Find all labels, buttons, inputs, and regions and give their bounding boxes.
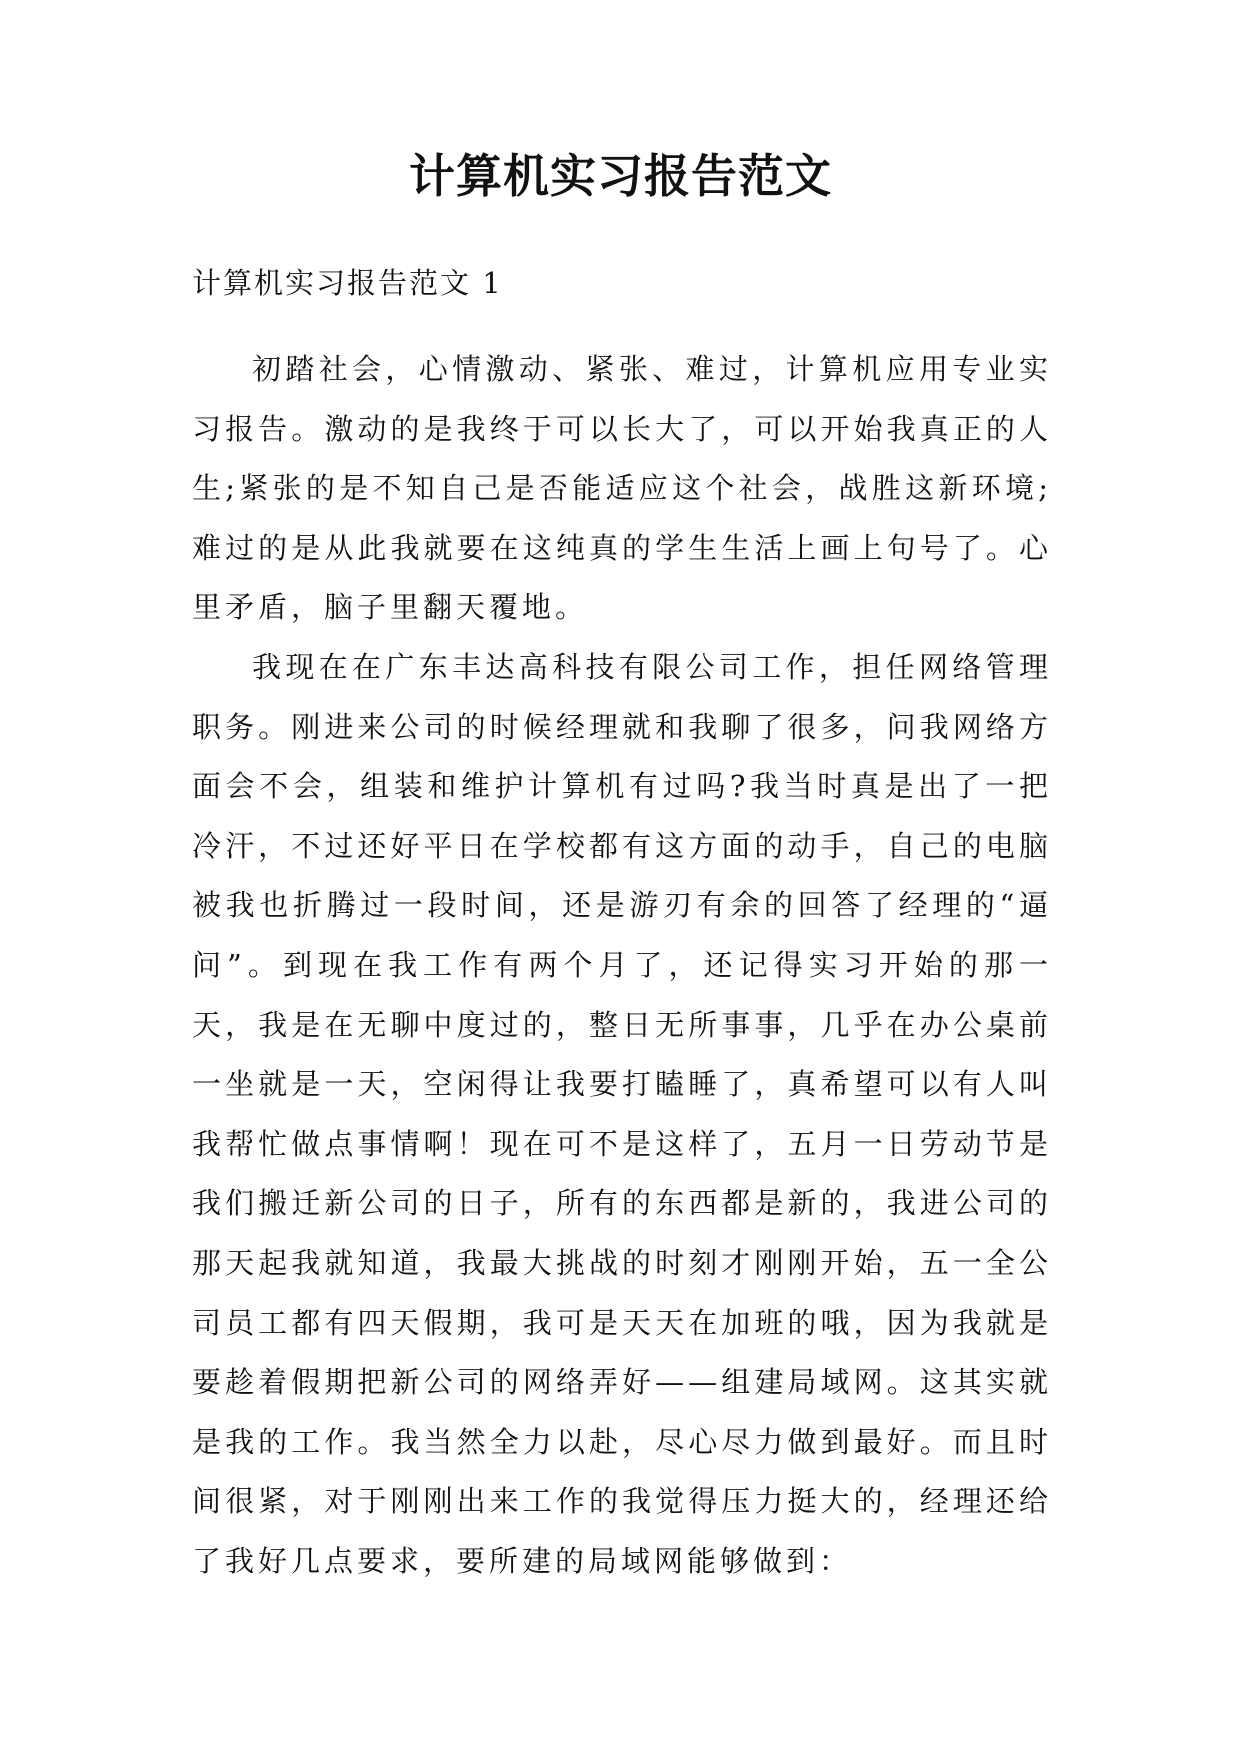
document-title: 计算机实习报告范文 <box>409 149 832 203</box>
body-paragraph-2: 我现在在广东丰达高科技有限公司工作，担任网络管理职务。刚进来公司的时候经理就和我聊了很多，问我网络方面会不会，组装和维护计算机有过吗?我当时真是出了一把冷汗，不过还好平日在学校都有这方面的动手，自己的电脑被我也折腾过一段时间，还是游刃有余的回答了经理的“逼问”。到现在我工作有两个月了，还记得实习开始的那一天，我是在无聊中度过的，整日无所事事，几乎在办公桌前一坐就是一天，空闲得让我要打瞌睡了，真希望可以有人叫我帮忙做点事情啊！现在可不是这样了，五月一日劳动节是我们搬迁新公司的日子，所有的东西都是新的，我进公司的那天起我就知道，我最大挑战的时刻才刚刚开始，五一全公司员工都有四天假期，我可是天天在加班的哦，因为我就是要趁着假期把新公司的网络弄好——组建局域网。这其实就是我的工作。我当然全力以赴，尽心尽力做到最好。而且时间很紧，对于刚刚出来工作的我觉得压力挺大的，经理还给了我好几点要求，要所建的局域网能够做到： <box>192 649 1052 1578</box>
document-body <box>192 340 1052 1591</box>
body-paragraph-1: 初踏社会，心情激动、紧张、难过，计算机应用专业实习报告。激动的是我终于可以长大了，可以开始我真正的人生;紧张的是不知自己是否能适应这个社会，战胜这新环境;难过的是从此我就要在这纯真的学生生活上画上句号了。心里矛盾，脑子里翻天覆地。 <box>192 352 1052 625</box>
section-heading: 计算机实习报告范文 1 <box>192 266 503 300</box>
